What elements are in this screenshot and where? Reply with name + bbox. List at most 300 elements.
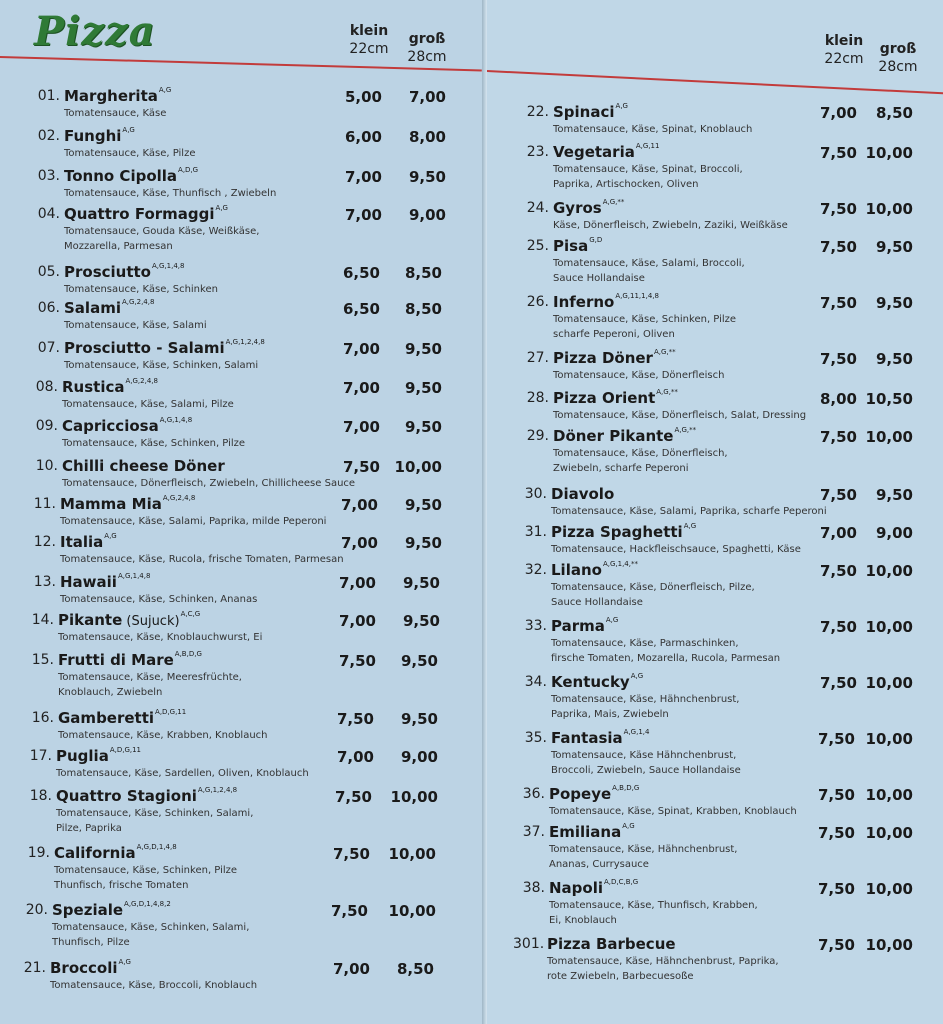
item-name-text: Capricciosa <box>62 417 159 435</box>
item-name <box>64 205 228 223</box>
menu-item <box>517 562 943 610</box>
menu-item <box>519 350 943 383</box>
item-number: 18. <box>29 788 52 804</box>
item-description <box>62 436 245 451</box>
allergen-codes: A,D,C,B,G <box>604 878 639 886</box>
price-large: 10,00 <box>865 618 913 636</box>
item-number: 301. <box>513 936 545 952</box>
allergen-codes: A,G,1,4,8 <box>151 262 185 270</box>
item-description-line: Paprika, Mais, Zwiebeln <box>551 709 669 720</box>
menu-item <box>26 496 466 529</box>
item-description-line: Thunfisch, Pilze <box>52 937 130 948</box>
price-small: 7,50 <box>819 428 857 446</box>
item-number: 30. <box>524 486 547 502</box>
item-number: 13. <box>33 574 56 590</box>
item-description <box>64 358 258 373</box>
item-name <box>553 293 659 311</box>
item-name-text: Funghi <box>64 127 122 145</box>
price-large: 10,00 <box>865 730 913 748</box>
item-name-text: Emiliana <box>549 823 622 841</box>
price-large: 10,00 <box>865 562 913 580</box>
item-name-text: Pizza Orient <box>553 389 656 407</box>
allergen-codes: A,G,** <box>653 348 676 356</box>
price-large: 10,00 <box>388 902 436 920</box>
price-small: 7,50 <box>334 788 372 806</box>
menu-item <box>30 206 470 254</box>
price-large: 9,50 <box>400 710 438 728</box>
price-large: 10,00 <box>865 824 913 842</box>
item-description <box>58 670 242 700</box>
item-name <box>54 844 177 862</box>
item-description-line: Tomatensauce, Käse, Knoblauchwurst, Ei <box>58 632 263 643</box>
item-number: 09. <box>35 418 58 434</box>
item-name-text: Pizza Barbecue <box>547 935 676 953</box>
price-large: 10,00 <box>865 428 913 446</box>
allergen-codes: A,G,D,1,4,8,2 <box>124 900 171 908</box>
item-description <box>553 312 736 342</box>
item-description-line: Tomatensauce, Käse, Dönerfleisch, <box>553 448 728 459</box>
item-description-line: Tomatensauce, Käse, Salami, Paprika, milde Peperoni <box>60 516 327 527</box>
price-small: 6,50 <box>342 264 380 282</box>
item-number: 11. <box>33 496 56 512</box>
price-large: 9,50 <box>875 350 913 368</box>
item-name <box>64 87 171 105</box>
menu-item <box>24 710 464 743</box>
item-name-text: Pisa <box>553 237 589 255</box>
item-description <box>553 256 745 286</box>
item-number: 07. <box>37 340 60 356</box>
item-number: 31. <box>524 524 547 540</box>
item-description <box>64 282 218 297</box>
item-name <box>553 103 628 121</box>
size-header-small <box>344 22 394 58</box>
menu-item <box>22 788 462 836</box>
menu-item <box>30 128 470 161</box>
item-description <box>64 224 259 254</box>
item-description-line: rote Zwiebeln, Barbecuesoße <box>547 971 694 982</box>
size-large-cm: 28cm <box>407 49 447 65</box>
price-small: 7,50 <box>817 824 855 842</box>
item-name <box>549 823 635 841</box>
size-small-cm: 22cm <box>824 51 864 67</box>
item-description <box>553 218 788 233</box>
allergen-codes: A,G,1,4,** <box>602 560 638 568</box>
item-description-line: Tomatensauce, Käse, Salami, Paprika, scharfe Peperoni <box>551 506 827 517</box>
item-description-line: Mozzarella, Parmesan <box>64 241 173 252</box>
price-large: 8,50 <box>404 300 442 318</box>
item-number: 10. <box>35 458 58 474</box>
item-description-line: Tomatensauce, Käse, Schinken, Pilze <box>62 438 246 449</box>
item-description <box>60 514 326 529</box>
price-small: 7,00 <box>336 748 374 766</box>
item-name-text: Quattro Formaggi <box>64 205 215 223</box>
price-large: 10,00 <box>865 936 913 954</box>
item-description-line: Käse, Dönerfleisch, Zwiebeln, Zaziki, Weißkäse <box>553 220 788 231</box>
size-small-label: klein <box>824 33 864 49</box>
item-description-line: Ananas, Currysauce <box>549 859 649 870</box>
item-name-text: Diavolo <box>551 485 615 503</box>
price-small: 7,50 <box>330 902 368 920</box>
item-description-line: scharfe Peperoni, Oliven <box>553 329 675 340</box>
price-large: 9,50 <box>400 652 438 670</box>
allergen-codes: A,G <box>158 86 172 94</box>
item-name-text: Broccoli <box>50 959 118 977</box>
menu-item <box>30 168 470 201</box>
price-large: 9,50 <box>404 340 442 358</box>
item-name <box>551 617 618 635</box>
price-small: 7,00 <box>819 104 857 122</box>
item-description <box>62 476 355 491</box>
price-small: 7,00 <box>342 379 380 397</box>
price-large: 7,00 <box>408 88 446 106</box>
item-name-text: Inferno <box>553 293 615 311</box>
item-number: 29. <box>526 428 549 444</box>
item-name-text: Pizza Döner <box>553 349 653 367</box>
item-name <box>553 237 602 255</box>
item-name <box>64 339 265 357</box>
menu-item <box>519 200 943 233</box>
item-name-text: Hawaii <box>60 573 117 591</box>
item-description-line: Tomatensauce, Käse, Dönerfleisch <box>553 370 725 381</box>
price-large: 9,50 <box>408 168 446 186</box>
menu-item <box>18 902 458 950</box>
price-small: 7,00 <box>342 418 380 436</box>
item-description <box>549 898 758 928</box>
item-description <box>551 542 801 557</box>
item-number: 17. <box>29 748 52 764</box>
allergen-codes: A,D,G,11 <box>155 708 187 716</box>
item-name <box>60 495 195 513</box>
item-name <box>549 785 639 803</box>
menu-item <box>24 612 464 645</box>
price-small: 7,50 <box>342 458 380 476</box>
item-name <box>64 127 135 145</box>
item-description-line: Tomatensauce, Käse, Hähnchenbrust, <box>551 694 740 705</box>
price-small: 7,50 <box>336 710 374 728</box>
item-name-text: Chilli cheese Döner <box>62 457 225 475</box>
item-description-line: Sauce Hollandaise <box>553 273 645 284</box>
item-name <box>58 611 200 629</box>
menu-item <box>519 390 943 423</box>
item-name-text: Lilano <box>551 561 602 579</box>
item-description <box>58 728 268 743</box>
allergen-codes: A,C,G <box>180 610 201 618</box>
price-small: 6,50 <box>342 300 380 318</box>
price-large: 8,50 <box>404 264 442 282</box>
price-small: 5,00 <box>344 88 382 106</box>
item-description <box>551 636 780 666</box>
item-description-line: Zwiebeln, scharfe Peperoni <box>553 463 689 474</box>
price-large: 8,50 <box>875 104 913 122</box>
item-number: 34. <box>524 674 547 690</box>
item-name-text: Speziale <box>52 901 124 919</box>
price-small: 7,50 <box>819 200 857 218</box>
item-number: 06. <box>37 300 60 316</box>
menu-item <box>517 618 943 666</box>
item-description-line: Tomatensauce, Käse, Thunfisch, Krabben, <box>549 900 758 911</box>
menu-item <box>30 340 470 373</box>
price-small: 7,50 <box>819 674 857 692</box>
item-description <box>64 106 166 121</box>
size-small-label: klein <box>349 23 389 39</box>
menu-item <box>24 652 464 700</box>
price-large: 10,00 <box>388 845 436 863</box>
item-description <box>547 954 779 984</box>
item-name <box>60 573 150 591</box>
item-name <box>551 485 614 503</box>
item-name <box>62 378 158 396</box>
item-description-line: Tomatensauce, Käse, Salami <box>64 320 207 331</box>
item-description <box>549 842 737 872</box>
menu-item <box>28 379 468 412</box>
price-large: 9,50 <box>402 574 440 592</box>
item-name <box>551 729 649 747</box>
price-small: 7,50 <box>819 144 857 162</box>
price-small: 7,00 <box>344 168 382 186</box>
item-description <box>56 766 309 781</box>
allergen-codes: A,G,2,4,8 <box>121 298 155 306</box>
item-description <box>54 863 237 893</box>
item-name-text: Puglia <box>56 747 109 765</box>
price-large: 10,00 <box>394 458 442 476</box>
item-name-text: Prosciutto - Salami <box>64 339 225 357</box>
menu-item <box>515 880 943 928</box>
price-large: 10,50 <box>865 390 913 408</box>
price-small: 7,50 <box>819 618 857 636</box>
item-description-line: Tomatensauce, Käse, Krabben, Knoblauch <box>58 730 268 741</box>
price-small: 7,50 <box>332 845 370 863</box>
price-small: 7,00 <box>338 574 376 592</box>
item-number: 15. <box>31 652 54 668</box>
price-large: 9,50 <box>404 534 442 552</box>
allergen-codes: A,G,** <box>656 388 678 396</box>
allergen-codes: A,G <box>615 102 628 110</box>
item-name <box>64 263 184 281</box>
item-name <box>547 935 676 953</box>
item-description-line: Tomatensauce, Käse, Salami, Pilze <box>62 399 234 410</box>
menu-item <box>26 534 466 567</box>
item-description-line: Knoblauch, Zwiebeln <box>58 687 163 698</box>
item-number: 25. <box>526 238 549 254</box>
menu-title: Pizza <box>34 8 156 55</box>
item-number: 32. <box>524 562 547 578</box>
allergen-codes: A,B,D,G <box>174 650 202 658</box>
item-number: 28. <box>526 390 549 406</box>
item-description-line: Tomatensauce, Käse <box>64 108 167 119</box>
item-name <box>553 389 678 407</box>
item-description <box>551 580 755 610</box>
item-number: 16. <box>31 710 54 726</box>
item-name-text: Fantasia <box>551 729 623 747</box>
item-description-line: Tomatensauce, Käse, Thunfisch , Zwiebeln <box>64 188 277 199</box>
allergen-codes: A,G,11,1,4,8 <box>615 292 659 300</box>
price-small: 7,50 <box>819 486 857 504</box>
item-name <box>64 167 198 185</box>
price-small: 7,00 <box>819 524 857 542</box>
item-name-text: Gamberetti <box>58 709 155 727</box>
item-name-text: Frutti di Mare <box>58 651 174 669</box>
item-description <box>50 978 257 993</box>
allergen-codes: A,D,G <box>178 166 199 174</box>
allergen-codes: A,G <box>630 672 644 680</box>
price-large: 10,00 <box>865 200 913 218</box>
price-large: 9,50 <box>875 486 913 504</box>
menu-item <box>517 486 943 519</box>
allergen-codes: A,G,1,4,8 <box>159 416 193 424</box>
item-name-text: Spinaci <box>553 103 615 121</box>
item-number: 01. <box>37 88 60 104</box>
price-large: 9,50 <box>875 238 913 256</box>
size-small-cm: 22cm <box>349 41 389 57</box>
size-header-large <box>871 40 925 76</box>
size-large-label: groß <box>879 41 917 57</box>
menu-item <box>519 428 943 476</box>
allergen-codes: A,G <box>683 522 697 530</box>
item-number: 24. <box>526 200 549 216</box>
item-number: 05. <box>37 264 60 280</box>
item-description <box>64 318 207 333</box>
item-description-line: Tomatensauce, Käse, Dönerfleisch, Pilze, <box>551 582 755 593</box>
item-name-text: Quattro Stagioni <box>56 787 197 805</box>
allergen-codes: A,G,** <box>674 426 697 434</box>
price-small: 7,00 <box>342 340 380 358</box>
price-large: 9,50 <box>875 294 913 312</box>
item-description <box>553 162 743 192</box>
price-small: 7,50 <box>817 786 855 804</box>
menu-item <box>26 574 466 607</box>
item-number: 21. <box>23 960 46 976</box>
allergen-codes: A,G,1,2,4,8 <box>225 338 265 346</box>
allergen-codes: A,G,D,1,4,8 <box>136 843 177 851</box>
item-number: 36. <box>522 786 545 802</box>
item-description-line: Tomatensauce, Käse, Dönerfleisch, Salat, Dressing <box>553 410 807 421</box>
menu-item <box>30 300 470 333</box>
item-description-line: Tomatensauce, Käse, Parmaschinken, <box>551 638 739 649</box>
price-large: 9,00 <box>875 524 913 542</box>
item-description <box>553 368 724 383</box>
allergen-codes: G,D <box>589 236 603 244</box>
item-name <box>60 533 117 551</box>
item-description <box>553 122 752 137</box>
item-name-text: Döner Pikante <box>553 427 674 445</box>
item-description <box>553 446 728 476</box>
item-name-text: Pikante <box>58 611 123 629</box>
allergen-codes: A,G,1,4 <box>623 728 650 736</box>
price-small: 7,00 <box>340 496 378 514</box>
price-large: 9,50 <box>404 418 442 436</box>
item-name <box>56 747 141 765</box>
price-small: 7,50 <box>817 730 855 748</box>
allergen-codes: A,G <box>622 822 635 830</box>
allergen-codes: A,G <box>605 616 619 624</box>
item-description-line: Tomatensauce, Käse, Schinken, Pilze <box>553 314 737 325</box>
item-name <box>64 299 154 317</box>
menu-item <box>517 674 943 722</box>
item-number: 03. <box>37 168 60 184</box>
item-name-text: Prosciutto <box>64 263 151 281</box>
item-description <box>64 146 196 161</box>
price-small: 7,50 <box>338 652 376 670</box>
item-description-line: Paprika, Artischocken, Oliven <box>553 179 699 190</box>
price-small: 7,00 <box>338 612 376 630</box>
price-small: 7,50 <box>819 562 857 580</box>
item-name <box>551 561 638 579</box>
item-number: 02. <box>37 128 60 144</box>
item-description-line: Tomatensauce, Käse, Rucola, frische Tomaten, Parmesan <box>60 554 344 565</box>
item-description-line: Tomatensauce, Käse Hähnchenbrust, <box>551 750 737 761</box>
item-number: 38. <box>522 880 545 896</box>
price-large: 10,00 <box>865 880 913 898</box>
allergen-codes: A,G <box>104 532 117 540</box>
item-number: 22. <box>526 104 549 120</box>
allergen-codes: A,D,G,11 <box>109 746 142 754</box>
item-name-text: Italia <box>60 533 104 551</box>
item-name-text: Kentucky <box>551 673 630 691</box>
menu-item <box>515 824 943 872</box>
price-small: 8,00 <box>819 390 857 408</box>
item-name <box>52 901 171 919</box>
item-name-text: Parma <box>551 617 605 635</box>
item-description-line: Tomatensauce, Käse, Hähnchenbrust, Paprika, <box>547 956 779 967</box>
menu-item <box>16 960 456 993</box>
menu-item <box>519 104 943 137</box>
item-name <box>549 879 638 897</box>
item-name-text: Margherita <box>64 87 158 105</box>
item-number: 27. <box>526 350 549 366</box>
item-name <box>62 417 192 435</box>
menu-item <box>30 88 470 121</box>
item-number: 12. <box>33 534 56 550</box>
menu-item <box>519 294 943 342</box>
menu-item <box>22 748 462 781</box>
item-number: 26. <box>526 294 549 310</box>
item-description-line: Tomatensauce, Käse, Meeresfrüchte, <box>58 672 242 683</box>
price-large: 9,00 <box>400 748 438 766</box>
item-name <box>551 673 643 691</box>
item-name-text: California <box>54 844 136 862</box>
item-description-line: Tomatensauce, Käse, Schinken, Salami <box>64 360 259 371</box>
right-page <box>487 0 943 1024</box>
item-name-text: Mamma Mia <box>60 495 162 513</box>
menu-item <box>519 144 943 192</box>
item-description-line: Tomatensauce, Käse, Sardellen, Oliven, Knoblauch <box>56 768 309 779</box>
item-description-line: Tomatensauce, Käse, Schinken, Ananas <box>60 594 258 605</box>
item-description <box>62 397 234 412</box>
item-description-line: Ei, Knoblauch <box>549 915 617 926</box>
item-description-line: Tomatensauce, Käse, Spinat, Knoblauch <box>553 124 753 135</box>
allergen-codes: A,G,** <box>602 198 625 206</box>
price-small: 7,00 <box>332 960 370 978</box>
price-large: 8,00 <box>408 128 446 146</box>
item-name <box>551 523 696 541</box>
item-description <box>549 804 797 819</box>
item-name <box>553 427 696 445</box>
allergen-codes: A,G,1,2,4,8 <box>197 786 238 794</box>
item-name-text: Tonno Cipolla <box>64 167 178 185</box>
price-small: 7,00 <box>344 206 382 224</box>
item-name-text: Napoli <box>549 879 604 897</box>
item-description-line: Tomatensauce, Käse, Schinken <box>64 284 218 295</box>
item-description <box>64 186 276 201</box>
price-small: 7,50 <box>819 238 857 256</box>
menu-item <box>517 524 943 557</box>
item-number: 20. <box>25 902 48 918</box>
size-header-small <box>819 32 869 68</box>
item-name-text: Gyros <box>553 199 602 217</box>
allergen-codes: A,B,D,G <box>612 784 640 792</box>
item-description-line: Sauce Hollandaise <box>551 597 643 608</box>
item-number: 35. <box>524 730 547 746</box>
